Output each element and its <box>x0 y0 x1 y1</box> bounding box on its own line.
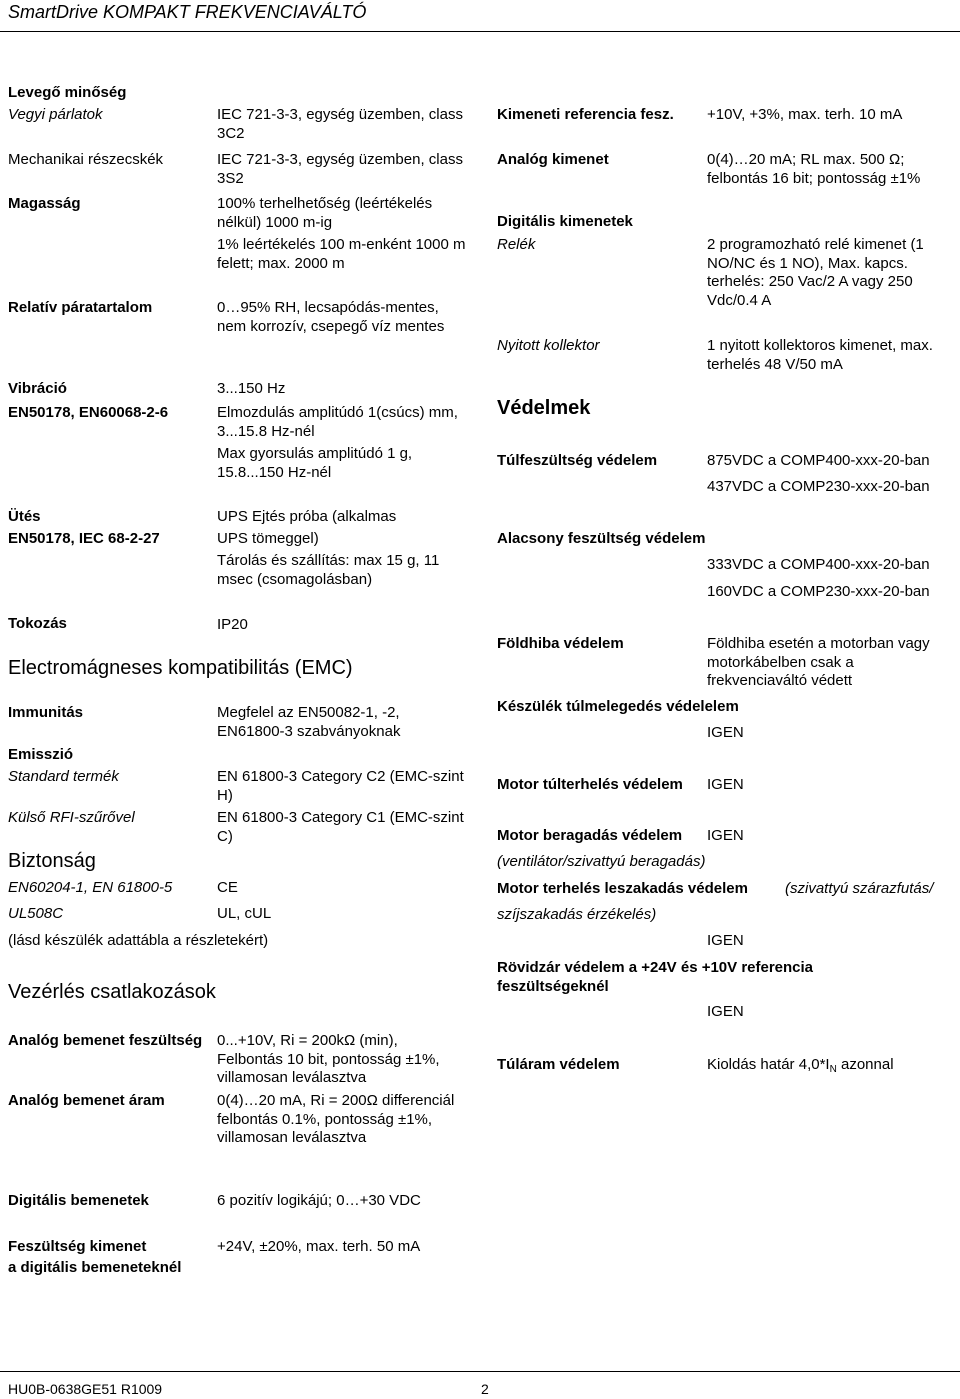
immunity-value: Megfelel az EN50082-1, -2, EN61800-3 szabványoknak <box>217 704 401 740</box>
digital-inputs-value: 6 pozitív logikájú; 0…+30 VDC <box>217 1192 421 1209</box>
voltage-output-value: +24V, ±20%, max. terh. 50 mA <box>217 1238 421 1255</box>
overcurrent-value: Kioldás határ $4,0*I_N$ azonnal <box>707 1056 894 1075</box>
humidity-value: 0…95% RH, lecsapódás-mentes, nem korrozív, csepegő víz mentes <box>217 299 445 335</box>
air-quality-heading: Levegő minőség <box>8 84 127 101</box>
analog-output-label: Analóg kimenet <box>497 151 609 168</box>
chem-value: IEC 721-3-3, egység üzemben, class 3C2 <box>217 106 463 142</box>
ul-label: UL508C <box>8 905 64 922</box>
vibration-standard: EN50178, EN60068-2-6 <box>8 404 169 421</box>
shock-value-1: UPS Ejtés próba (alkalmas <box>217 508 397 525</box>
safety-standard-label: EN60204-1, EN 61800-5 <box>8 879 173 896</box>
open-collector-label: Nyitott kollektor <box>497 337 600 354</box>
nameplate-note: (lásd készülék adattábla a részletekért) <box>8 932 269 949</box>
emc-heading: Electromágneses kompatibilitás (EMC) <box>8 657 353 679</box>
analog-input-current-value: 0(4)…20 mA, Ri = 200Ω differenciál felbontás 0.1%, pontosság ±1%, villamosan leválasztva <box>217 1092 455 1146</box>
immunity-label: Immunitás <box>8 704 84 721</box>
relay-label: Relék <box>497 236 536 253</box>
digital-inputs-label: Digitális bemenetek <box>8 1192 149 1209</box>
short-circuit-label: Rövidzár védelem a +24V és +10V referencia feszültségeknél <box>497 959 814 995</box>
rfi-filter-label: Külső RFI-szűrővel <box>8 809 135 826</box>
relay-value: 2 programozható relé kimenet (1 NO/NC és 1 NO), Max. kapcs. terhelés: 250 Vac/2 A vagy 250 Vdc/0.4 A <box>707 236 924 309</box>
footer-rule <box>0 1371 960 1372</box>
motor-underload-value: IGEN <box>707 932 744 949</box>
humidity-label: Relatív páratartalom <box>8 299 153 316</box>
mech-value: IEC 721-3-3, egység üzemben, class 3S2 <box>217 151 463 187</box>
motor-underload-label: Motor terhelés leszakadás védelem <box>497 880 748 897</box>
altitude-value-1: 100% terhelhetőség (leértékelés nélkül) 1000 m-ig <box>217 195 433 231</box>
overvoltage-value-1: 875VDC a COMP400-xxx-20-ban <box>707 452 930 469</box>
overvoltage-label: Túlfeszültség védelem <box>497 452 658 469</box>
protections-heading: Védelmek <box>497 397 591 419</box>
vibration-value-3: Max gyorsulás amplitúdó 1 g, 15.8...150 Hz-nél <box>217 445 413 481</box>
shock-label: Ütés <box>8 508 41 525</box>
enclosure-label: Tokozás <box>8 615 67 632</box>
motor-stall-label: Motor beragadás védelem <box>497 827 683 844</box>
overtemperature-label: Készülék túlmelegedés védelelem <box>497 698 739 715</box>
mech-label: Mechanikai részecskék <box>8 151 164 168</box>
standard-product-value: EN 61800-3 Category C2 (EMC-szint H) <box>217 768 464 804</box>
overvoltage-value-2: 437VDC a COMP230-xxx-20-ban <box>707 478 930 495</box>
shock-standard: EN50178, IEC 68-2-27 <box>8 530 160 547</box>
overcurrent-label: Túláram védelem <box>497 1056 620 1073</box>
motor-overload-label: Motor túlterhelés védelem <box>497 776 683 793</box>
voltage-output-label-2: a digitális bemeneteknél <box>8 1259 182 1276</box>
shock-value-2: UPS tömeggel) <box>217 530 319 547</box>
undervoltage-value-2: 160VDC a COMP230-xxx-20-ban <box>707 583 930 600</box>
digital-outputs-heading: Digitális kimenetek <box>497 213 633 230</box>
page-number: 2 <box>481 1381 489 1397</box>
standard-product-label: Standard termék <box>8 768 119 785</box>
analog-output-value: 0(4)…20 mA; RL max. 500 Ω; felbontás 16 bit; pontosság ±1% <box>707 151 921 187</box>
safety-heading: Biztonság <box>8 850 96 872</box>
rfi-filter-value: EN 61800-3 Category C1 (EMC-szint C) <box>217 809 464 845</box>
reference-voltage-value: +10V, +3%, max. terh. 10 mA <box>707 106 903 123</box>
altitude-label: Magasság <box>8 195 81 212</box>
shock-value-3: Tárolás és szállítás: max 15 g, 11 msec (csomagolásban) <box>217 552 440 588</box>
ground-fault-label: Földhiba védelem <box>497 635 624 652</box>
motor-underload-note-2: szíjszakadás érzékelés) <box>497 906 657 923</box>
vibration-value-1: 3...150 Hz <box>217 380 286 397</box>
ground-fault-value: Földhiba esetén a motorban vagy motorkábelben csak a frekvenciaváltó védett <box>707 635 930 689</box>
motor-overload-value: IGEN <box>707 776 744 793</box>
enclosure-value: IP20 <box>217 616 248 633</box>
analog-input-voltage-value: 0...+10V, Ri = 200kΩ (min), Felbontás 10 bit, pontosság ±1%, villamosan leválasztva <box>217 1032 440 1086</box>
analog-input-current-label: Analóg bemenet áram <box>8 1092 165 1109</box>
page-header-title: SmartDrive KOMPAKT FREKVENCIAVÁLTÓ <box>8 2 367 22</box>
undervoltage-label: Alacsony feszültség védelem <box>497 530 706 547</box>
vibration-label: Vibráció <box>8 380 67 397</box>
open-collector-value: 1 nyitott kollektoros kimenet, max. terhelés 48 V/50 mA <box>707 337 933 373</box>
vibration-value-2: Elmozdulás amplitúdó 1(csúcs) mm, 3...15.8 Hz-nél <box>217 404 458 440</box>
voltage-output-label-1: Feszültség kimenet <box>8 1238 147 1255</box>
undervoltage-value-1: 333VDC a COMP400-xxx-20-ban <box>707 556 930 573</box>
altitude-value-2: 1% leértékelés 100 m-enként 1000 m felett; max. 2000 m <box>217 236 466 272</box>
document-id: HU0B-0638GE51 R1009 <box>8 1381 163 1397</box>
motor-stall-value: IGEN <box>707 827 744 844</box>
analog-input-voltage-label: Analóg bemenet feszültség <box>8 1032 203 1049</box>
ul-value: UL, cUL <box>217 905 272 922</box>
chem-label: Vegyi párlatok <box>8 106 103 123</box>
overtemperature-value: IGEN <box>707 724 744 741</box>
header-rule <box>0 31 960 32</box>
short-circuit-value: IGEN <box>707 1003 744 1020</box>
control-connections-heading: Vezérlés csatlakozások <box>8 981 216 1003</box>
motor-underload-note-1: (szivattyú szárazfutás/ <box>785 880 934 897</box>
reference-voltage-label: Kimeneti referencia fesz. <box>497 106 674 123</box>
motor-stall-note: (ventilátor/szivattyú beragadás) <box>497 853 706 870</box>
safety-standard-value: CE <box>217 879 238 896</box>
emission-label: Emisszió <box>8 746 74 763</box>
